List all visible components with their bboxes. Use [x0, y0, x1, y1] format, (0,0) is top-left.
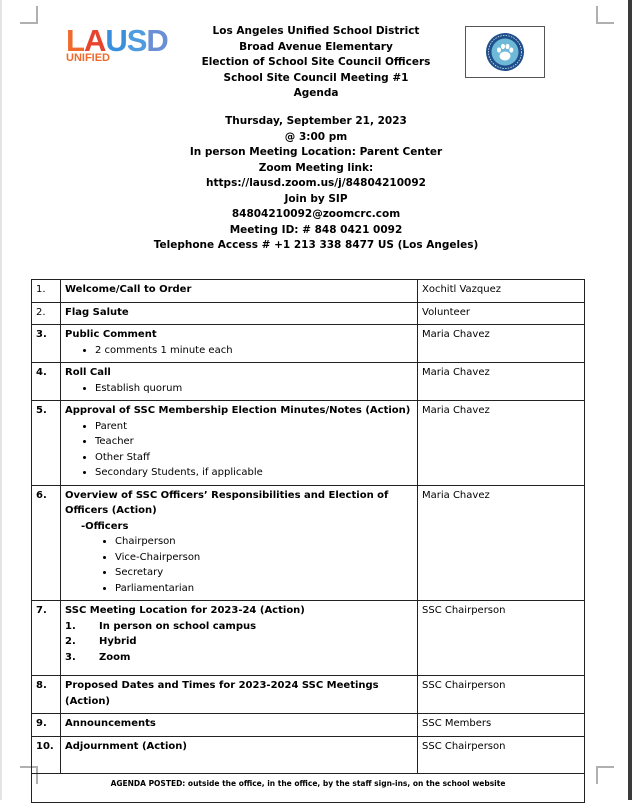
list-item [65, 634, 413, 650]
option-label: Hybrid [99, 636, 137, 647]
logo-letter: D [146, 23, 168, 58]
item-lead: Maria Chavez [418, 325, 585, 363]
item-number: 7. [32, 601, 61, 676]
item-title: Welcome/Call to Order [61, 280, 418, 303]
table-row [32, 401, 585, 486]
meeting-location: In person Meeting Location: Parent Center [189, 146, 443, 158]
item-lead: Volunteer [418, 302, 585, 325]
list-item [65, 650, 413, 666]
item-title: Adjournment (Action) [61, 736, 418, 773]
page-edge-left [0, 0, 2, 800]
item-number: 4. [32, 363, 61, 401]
table-row [32, 773, 585, 802]
list-item: • 2 comments 1 minute each [95, 343, 413, 359]
item-lead: Maria Chavez [418, 485, 585, 601]
item-title: Overview of SSC Officers’ Responsibilities and Election of Officers (Action) [65, 489, 389, 516]
sip-label: Join by SIP [284, 192, 348, 205]
telephone-access: Telephone Access # +1 213 338 8477 US (Los Angeles) [153, 239, 479, 251]
heading-line: Los Angeles Unified School District [212, 25, 420, 37]
logo-letter: U [105, 23, 127, 58]
meeting-id: Meeting ID: # 848 0421 0092 [229, 223, 403, 236]
meeting-time: @ 3:00 pm [284, 130, 348, 143]
margin-corner-marker [596, 766, 614, 784]
option-number: 1. [65, 620, 76, 632]
paw-print-icon [485, 32, 525, 72]
table-row [32, 363, 585, 401]
table-row [32, 302, 585, 325]
item-lead: SSC Members [418, 714, 585, 737]
option-label: In person on school campus [99, 620, 257, 632]
option-label: Zoom [99, 651, 131, 663]
table-row [32, 714, 585, 737]
item-number: 8. [32, 676, 61, 714]
item-title: Announcements [61, 714, 418, 737]
option-number: 3. [65, 651, 76, 663]
item-number: 5. [32, 401, 61, 486]
table-row [32, 485, 585, 601]
list-item: • Secretary [115, 565, 413, 581]
item-lead: SSC Chairperson [418, 601, 585, 676]
table-row [32, 736, 585, 773]
list-item: • Teacher [95, 434, 413, 450]
list-item: • Vice-Chairperson [115, 550, 413, 566]
item-title: Flag Salute [61, 302, 418, 325]
meeting-details [150, 114, 482, 254]
list-item: • Chairperson [115, 534, 413, 550]
list-item: • Parent [95, 419, 413, 435]
table-row [32, 601, 585, 676]
item-number: 9. [32, 714, 61, 737]
zoom-link-label: Zoom Meeting link: [258, 161, 374, 174]
heading-line: School Site Council Meeting #1 [223, 71, 409, 84]
margin-corner-marker [596, 6, 614, 24]
logo-letter: S [126, 23, 147, 58]
list-item: • Parliamentarian [115, 581, 413, 597]
item-lead: Maria Chavez [418, 363, 585, 401]
item-lead: Xochitl Vazquez [418, 280, 585, 303]
list-item: • Secondary Students, if applicable [95, 465, 413, 481]
item-number: 1. [32, 280, 61, 303]
officers-label: -Officers [81, 520, 129, 532]
sip-address: 84804210092@zoomcrc.com [231, 208, 401, 220]
item-lead: SSC Chairperson [418, 676, 585, 714]
scrollbar[interactable] [628, 0, 632, 800]
option-number: 2. [65, 636, 76, 647]
item-title: Proposed Dates and Times for 2023-2024 SSC Meetings (Action) [61, 676, 418, 714]
list-item: • Other Staff [95, 450, 413, 466]
item-title: Public Comment [65, 329, 157, 340]
heading-line: Election of School Site Council Officers [201, 56, 431, 68]
logo-letter: A [83, 23, 106, 58]
item-title: SSC Meeting Location for 2023-24 (Action) [65, 605, 305, 616]
table-row [32, 325, 585, 363]
table-row [32, 676, 585, 714]
logo-letter: L [66, 23, 84, 58]
item-number: 3. [32, 325, 61, 363]
table-row [32, 280, 585, 303]
item-number: 6. [32, 485, 61, 601]
item-title: Approval of SSC Membership Election Minutes/Notes (Action) [65, 405, 411, 416]
item-title: Roll Call [65, 367, 111, 378]
item-number: 2. [32, 302, 61, 325]
heading-line: Agenda [293, 87, 339, 99]
item-lead: Maria Chavez [418, 401, 585, 486]
agenda-table [31, 279, 585, 803]
list-item: • Establish quorum [95, 381, 413, 397]
margin-corner-marker [20, 6, 38, 24]
list-item [65, 619, 413, 635]
heading-line: Broad Avenue Elementary [239, 40, 393, 53]
logo-subtitle: UNIFIED [66, 52, 110, 64]
agenda-posted-note: AGENDA POSTED: outside the office, in the office, by the staff sign-ins, on the school website [32, 773, 585, 802]
document-heading [150, 24, 482, 102]
zoom-link[interactable]: https://lausd.zoom.us/j/84804210092 [206, 177, 426, 189]
item-lead: SSC Chairperson [418, 736, 585, 773]
meeting-date: Thursday, September 21, 2023 [225, 115, 407, 127]
item-number: 10. [32, 736, 61, 773]
